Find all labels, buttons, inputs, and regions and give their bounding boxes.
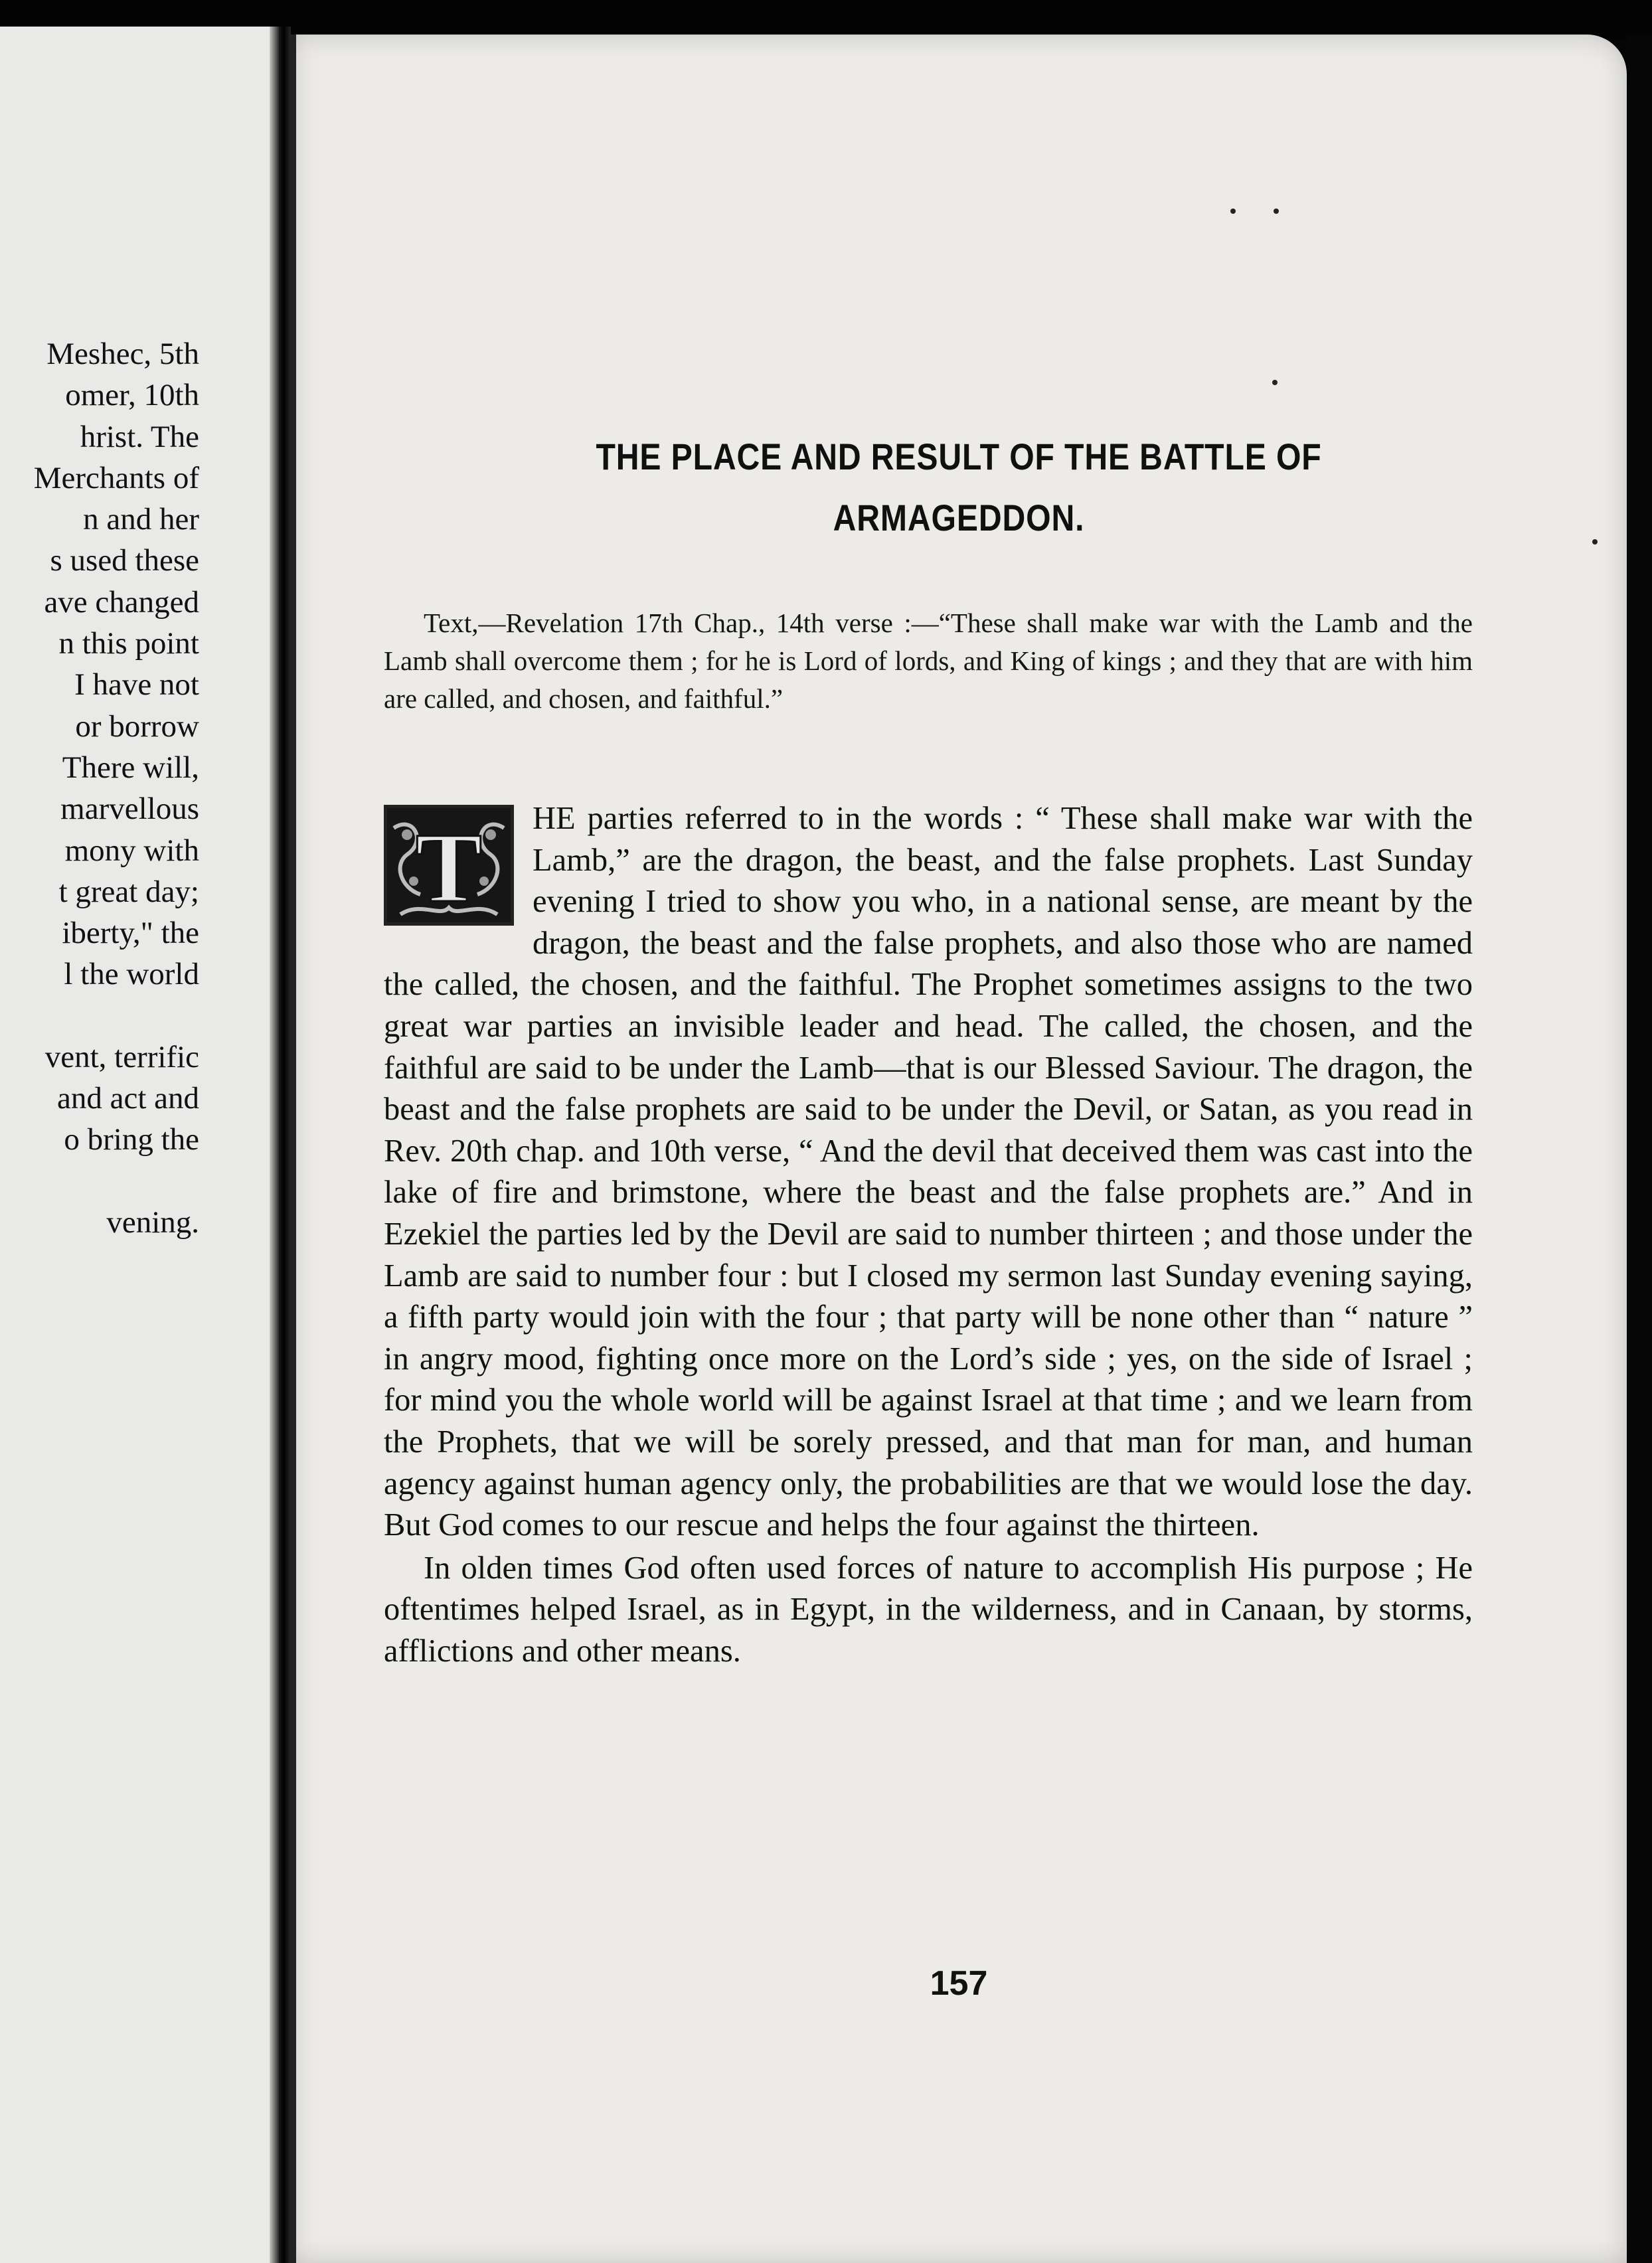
left-page-line: l the world <box>64 957 199 992</box>
print-speck <box>1592 539 1598 545</box>
paragraph-2: In olden times God often used forces of nature to accomplish His purpose ; He oftentimes helped Israel, as in Egypt, in the wilderness, and in Canaan, by storms, afflictions and other means. <box>384 1550 1473 1669</box>
print-speck <box>1230 209 1236 214</box>
left-page-line: or borrow <box>75 709 199 744</box>
left-page-line: There will, <box>62 750 199 785</box>
left-page-line: n this point <box>58 626 199 661</box>
left-page-line: vent, terrific <box>44 1039 199 1074</box>
page-number: 157 <box>930 1964 988 2003</box>
scan-right-border <box>1627 35 1652 2263</box>
print-speck <box>1274 209 1279 214</box>
left-page-line: hrist. The <box>80 419 199 454</box>
left-page-line: s used these <box>50 543 199 578</box>
left-page-line: t great day; <box>58 874 199 909</box>
left-page-line: mony with <box>64 833 199 868</box>
paragraph-1 <box>384 798 1473 1547</box>
book-spine <box>279 27 291 2263</box>
drop-cap-ornament-icon <box>387 808 511 922</box>
left-page-line: vening. <box>106 1205 199 1240</box>
chapter-title-line-1: THE PLACE AND RESULT OF THE BATTLE OF <box>596 436 1322 477</box>
left-page-line: iberty," the <box>62 916 199 951</box>
paragraph-1-text: HE parties referred to in the words : “ These shall make war with the Lamb,” are the dragon, the beast, and the false prophets. Last Sunday evening I tried to show you who, in a national sense, are meant by the dragon, the beast and the false prophets, and also those who are named the called, the chosen, and the faithful. The Prophet sometimes assigns to the two great war parties an invisible leader and head. The called, the chosen, and the faithful are said to be under the Lamb—that is our Blessed Saviour. The dragon, the beast and the false prophets are said to be under the Devil, or Satan, as you read in Rev. 20th chap. and 10th verse, “ And the devil that deceived them was cast into the lake of fire and brimstone, where the beast and the false prophets are.” And in Ezekiel the parties led by the Devil are said to number thirteen ; and those under the Lamb are said to number four : but I closed my sermon last Sunday evening saying, a fifth party would join with the four ; that party will be none other than “ nature ” in angry mood, fighting once more on the Lord’s side ; yes, on the side of Israel ; for mind you the whole world will be against Israel at that time ; and we learn from the Prophets, that we will be sorely pressed, and that man for man, and human agency against human agency only, the probabilities are that we would lose the day. But God comes to our rescue and helps the four against the thirteen. <box>384 801 1473 1543</box>
left-page-line: omer, 10th <box>65 378 199 413</box>
left-facing-page <box>0 27 279 2263</box>
drop-cap-letter: T <box>415 813 483 922</box>
left-page-line: and act and <box>56 1081 199 1116</box>
print-speck <box>1272 380 1278 385</box>
epigraph-scripture-text: Text,—Revelation 17th Chap., 14th verse :—“These shall make war with the Lamb and the Lamb shall overcome them ; for he is Lord of lords, and King of kings ; and they that are with him are called, and chosen, and faithful.” <box>384 608 1473 714</box>
left-page-line: Meshec, 5th <box>46 337 199 371</box>
left-page-line: o bring the <box>64 1122 199 1157</box>
main-page <box>291 35 1627 2263</box>
left-page-blank-line <box>34 995 199 1037</box>
left-page-text <box>34 333 199 1243</box>
left-page-line: Merchants of <box>33 460 199 495</box>
body-text <box>384 798 1473 1672</box>
left-page-line: ave changed <box>44 584 199 620</box>
chapter-title <box>384 426 1533 548</box>
ornamental-drop-cap <box>384 805 514 926</box>
left-page-line: marvellous <box>60 792 199 827</box>
left-page-line: n and her <box>83 502 199 537</box>
page-inner-edge <box>291 35 296 2263</box>
left-page-blank-line <box>34 1161 199 1202</box>
left-page-line: I have not <box>74 667 199 703</box>
gutter-shadow <box>270 27 279 2263</box>
chapter-title-line-2: ARMAGEDDON. <box>833 497 1085 539</box>
